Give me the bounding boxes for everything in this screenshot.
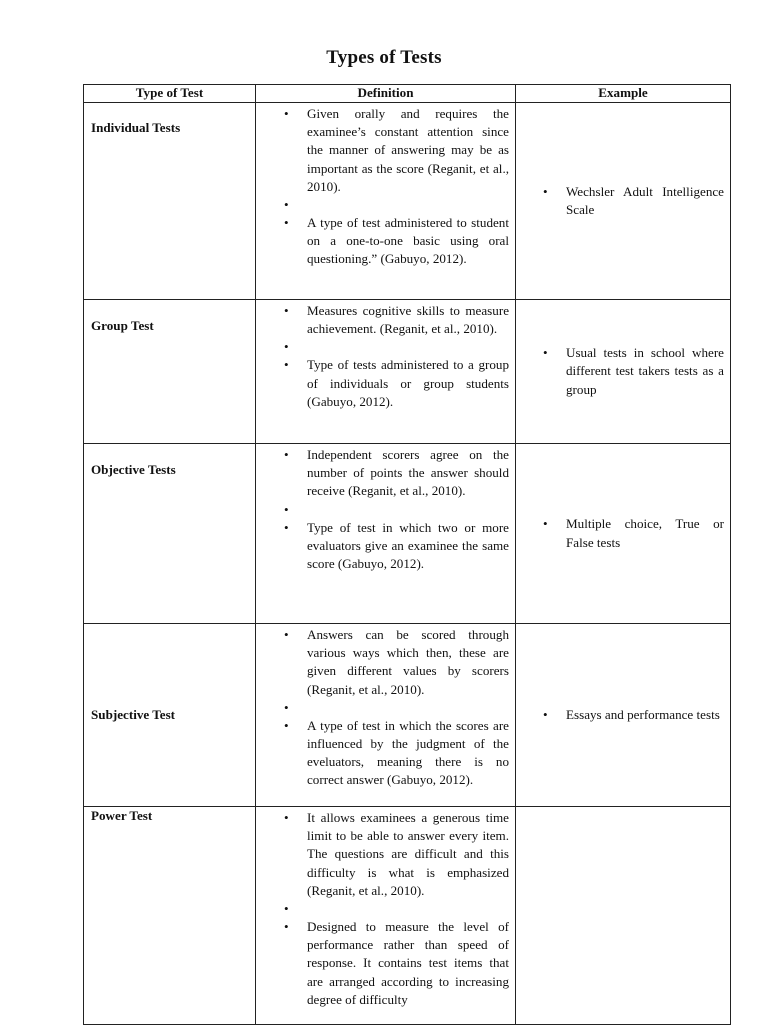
definition-item: • A type of test administered to student on a one-to-one basic using oral questioning.” (Gabuyo, 2012). [256, 214, 509, 269]
spacer [256, 196, 509, 214]
definition-cell [256, 807, 516, 1025]
definition-item: • Type of test in which two or more evaluators give an examinee the same score (Gabuyo, 2012). [256, 519, 509, 574]
example-item: • Essays and performance tests [516, 706, 724, 724]
table-header-row [84, 85, 731, 103]
definition-cell [256, 300, 516, 444]
table-row [84, 300, 731, 444]
example-item: • Wechsler Adult Intelligence Scale [516, 183, 724, 219]
type-cell: Subjective Test [84, 624, 256, 807]
example-item: • Multiple choice, True or False tests [516, 515, 724, 551]
table-row [84, 624, 731, 807]
header-definition: Definition [256, 85, 516, 103]
table-row [84, 807, 731, 1025]
table-row [84, 103, 731, 300]
type-cell: Power Test [84, 807, 256, 1025]
spacer [256, 338, 509, 356]
spacer [256, 699, 509, 717]
example-item: • Usual tests in school where different test takers tests as a group [516, 344, 724, 399]
definition-item: • It allows examinees a generous time limit to be able to answer every item. The questions are difficult and this difficulty is what is emphasized (Reganit, et al., 2010). [256, 809, 509, 900]
example-cell [516, 624, 731, 807]
table-row [84, 444, 731, 624]
type-cell: Individual Tests [84, 103, 256, 300]
type-cell: Objective Tests [84, 444, 256, 624]
spacer [256, 900, 509, 918]
header-type-of-test: Type of Test [84, 85, 256, 103]
definition-item: • Designed to measure the level of performance rather than speed of response. It contains test items that are arranged according to increasing degree of difficulty [256, 918, 509, 1009]
definition-item: • Type of tests administered to a group of individuals or group students (Gabuyo, 2012). [256, 356, 509, 411]
header-example: Example [516, 85, 731, 103]
page-title: Types of Tests [326, 47, 442, 68]
example-cell [516, 103, 731, 300]
definition-item: • Measures cognitive skills to measure achievement. (Reganit, et al., 2010). [256, 302, 509, 338]
example-cell [516, 807, 731, 1025]
type-cell: Group Test [84, 300, 256, 444]
definition-item: • Answers can be scored through various ways which then, these are given different values by scorers (Reganit, et al., 2010). [256, 626, 509, 699]
definition-cell [256, 444, 516, 624]
types-of-tests-table [83, 84, 731, 1025]
definition-cell [256, 103, 516, 300]
example-cell [516, 444, 731, 624]
definition-item: • A type of test in which the scores are influenced by the judgment of the eveluators, meaning there is no correct answer (Gabuyo, 2012). [256, 717, 509, 790]
example-cell [516, 300, 731, 444]
definition-cell [256, 624, 516, 807]
definition-item: • Independent scorers agree on the number of points the answer should receive (Reganit, et al., 2010). [256, 446, 509, 501]
spacer [256, 501, 509, 519]
definition-item: • Given orally and requires the examinee’s constant attention since the manner of answering may be as important as the score (Reganit, et al., 2010). [256, 105, 509, 196]
